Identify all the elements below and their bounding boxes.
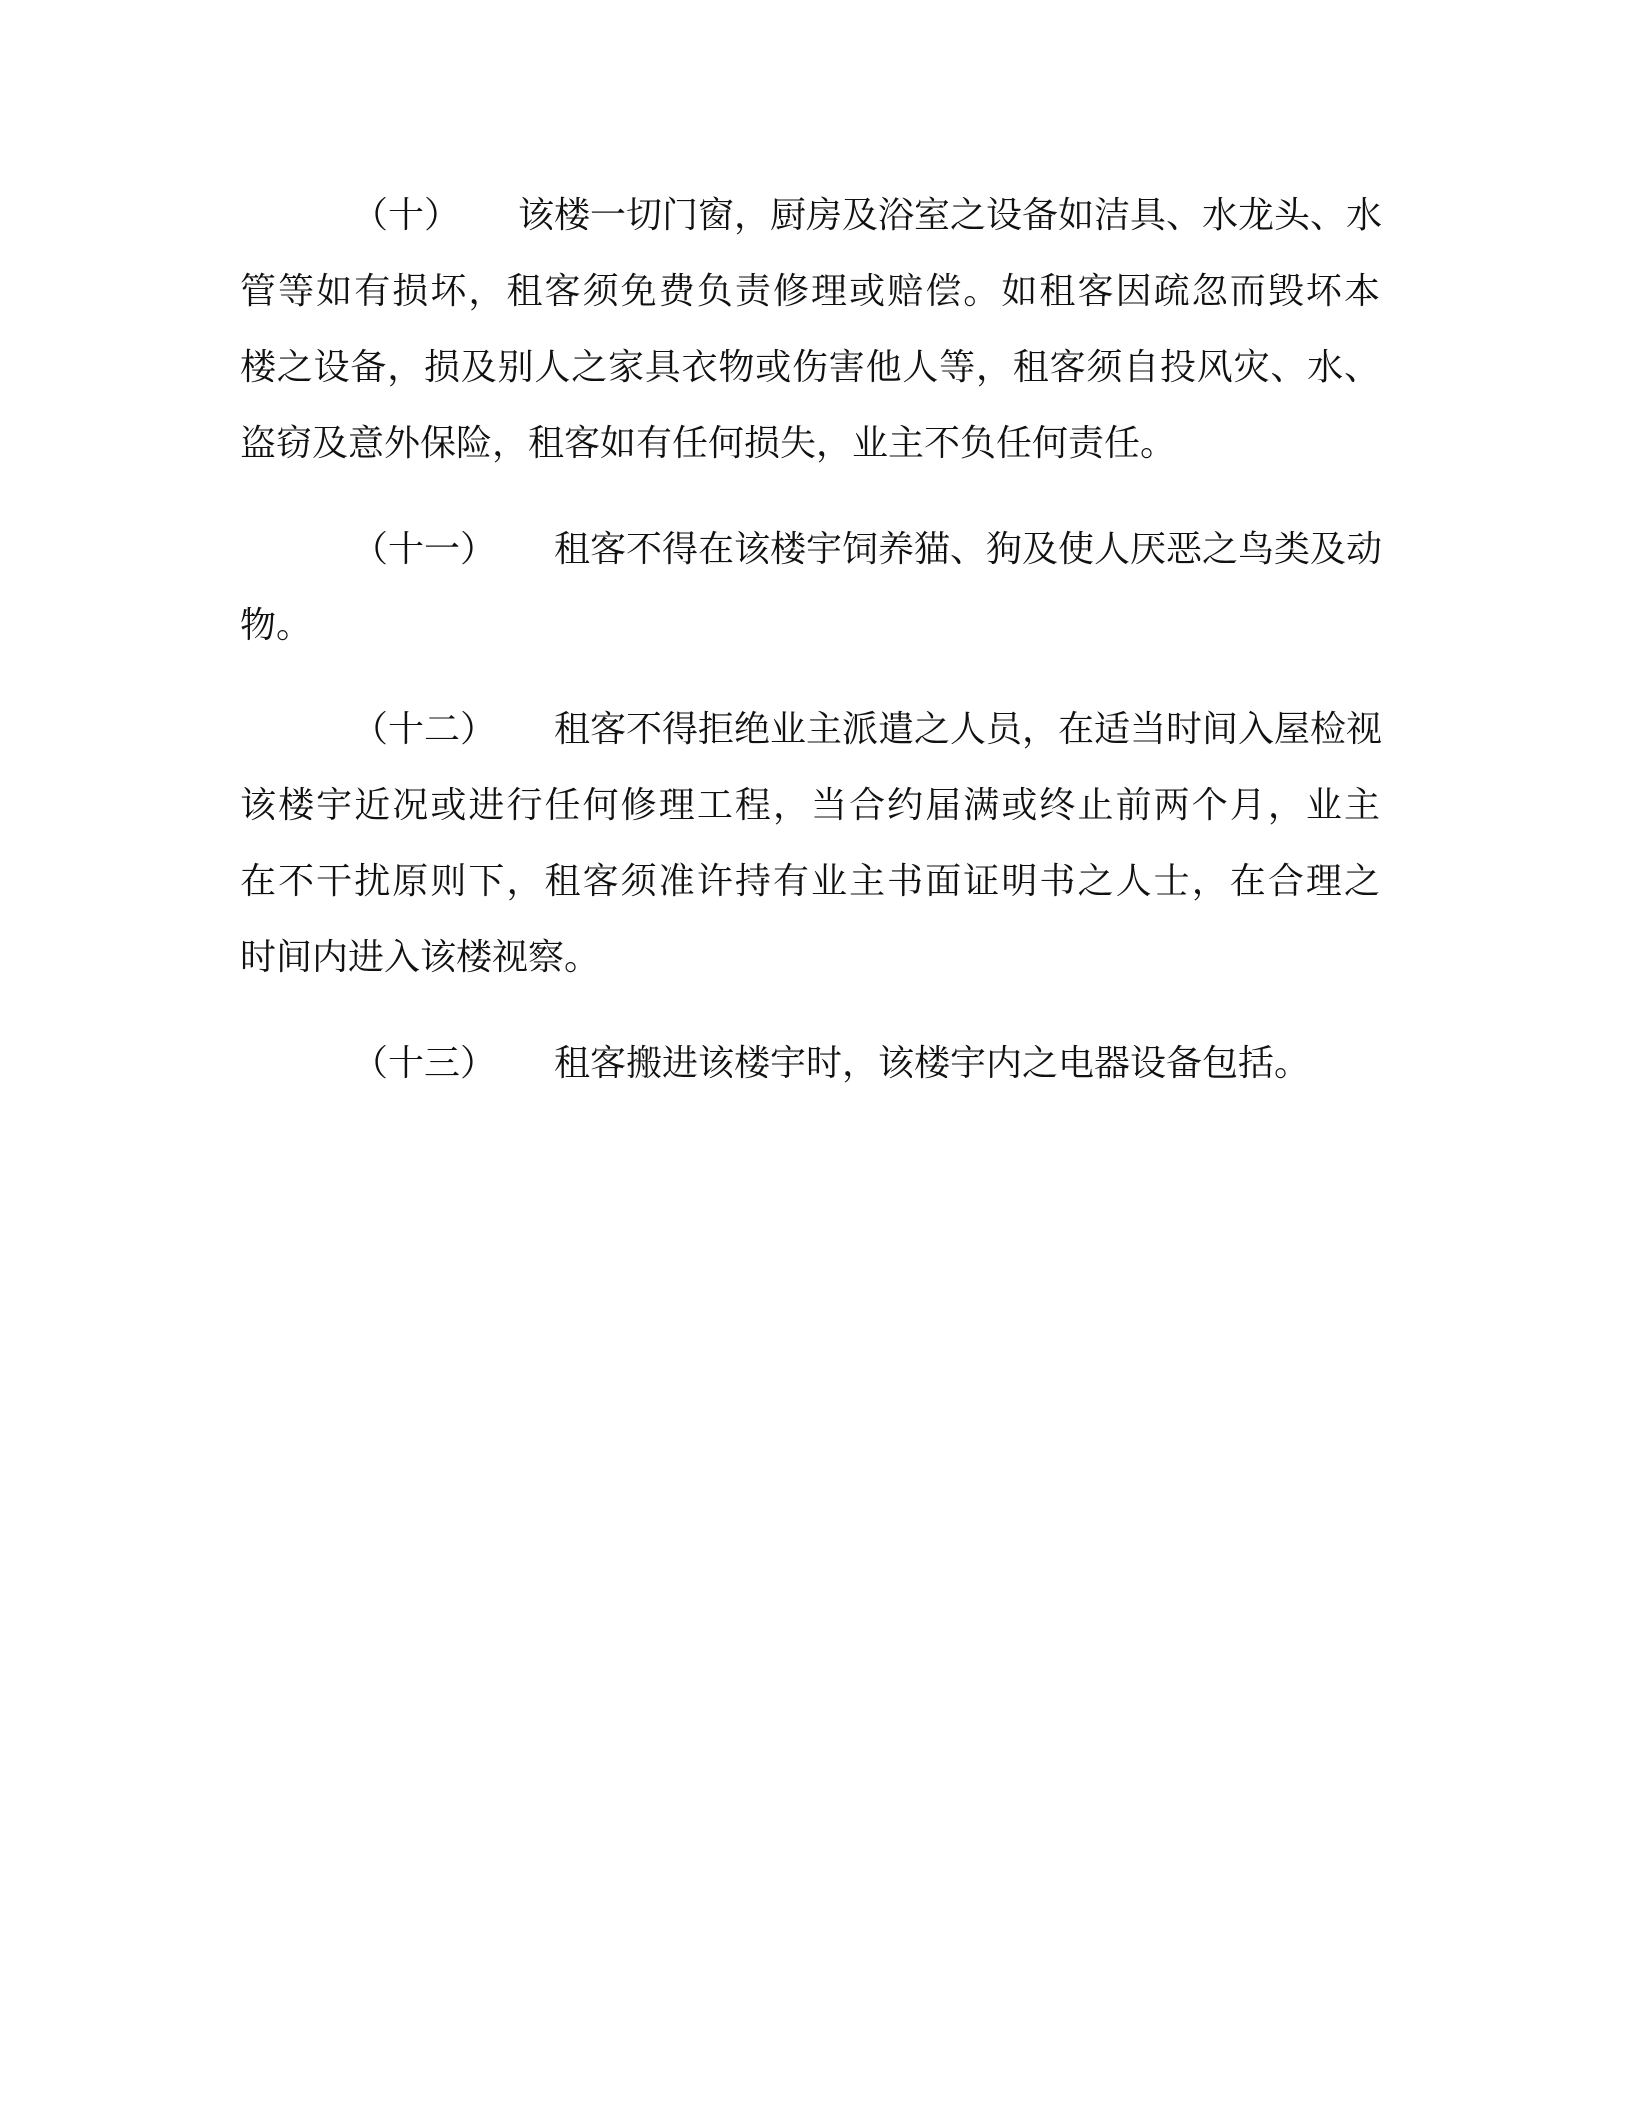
clause-first-line [240,178,1383,254]
clause-number: （十三） [352,1043,497,1084]
clause-number: （十） [352,195,461,236]
clause-text-line: 盗窃及意外保险，租客如有任何损失，业主不负任何责任。 [240,423,1177,464]
clause-first-line [240,692,1383,768]
clause-text-line: 租客搬进该楼宇时，该楼宇内之电器设备包括。 [554,1043,1311,1084]
clause-11 [240,512,1383,664]
clause-text-line: 租客不得在该楼宇饲养猫、狗及使人厌恶之鸟类及动 [554,529,1383,570]
clause-text-line: 租客不得拒绝业主派遣之人员，在适当时间入屋检视 [554,709,1383,750]
clause-first-line [240,1026,1380,1102]
clause-text-line: 物。 [240,605,313,646]
clause-text-line: 该楼宇近况或进行任何修理工程，当合约届满或终止前两个月，业主 [240,785,1380,826]
clause-10 [240,178,1383,482]
clause-text-line: 在不干扰原则下，租客须准许持有业主书面证明书之人士，在合理之 [240,861,1380,902]
clause-text-line: 楼之设备，损及别人之家具衣物或伤害他人等，租客须自投风灾、水、 [240,347,1380,388]
clause-text-line: 管等如有损坏，租客须免费负责修理或赔偿。如租客因疏忽而毁坏本 [240,271,1380,312]
clause-first-line [240,512,1383,588]
clause-12 [240,692,1383,996]
clause-13 [240,1026,1380,1102]
clause-number: （十二） [352,709,497,750]
clause-text-line: 该楼一切门窗，厨房及浴室之设备如洁具、水龙头、水 [518,195,1383,236]
clause-number: （十一） [352,529,497,570]
clause-text-line: 时间内进入该楼视察。 [240,937,601,978]
